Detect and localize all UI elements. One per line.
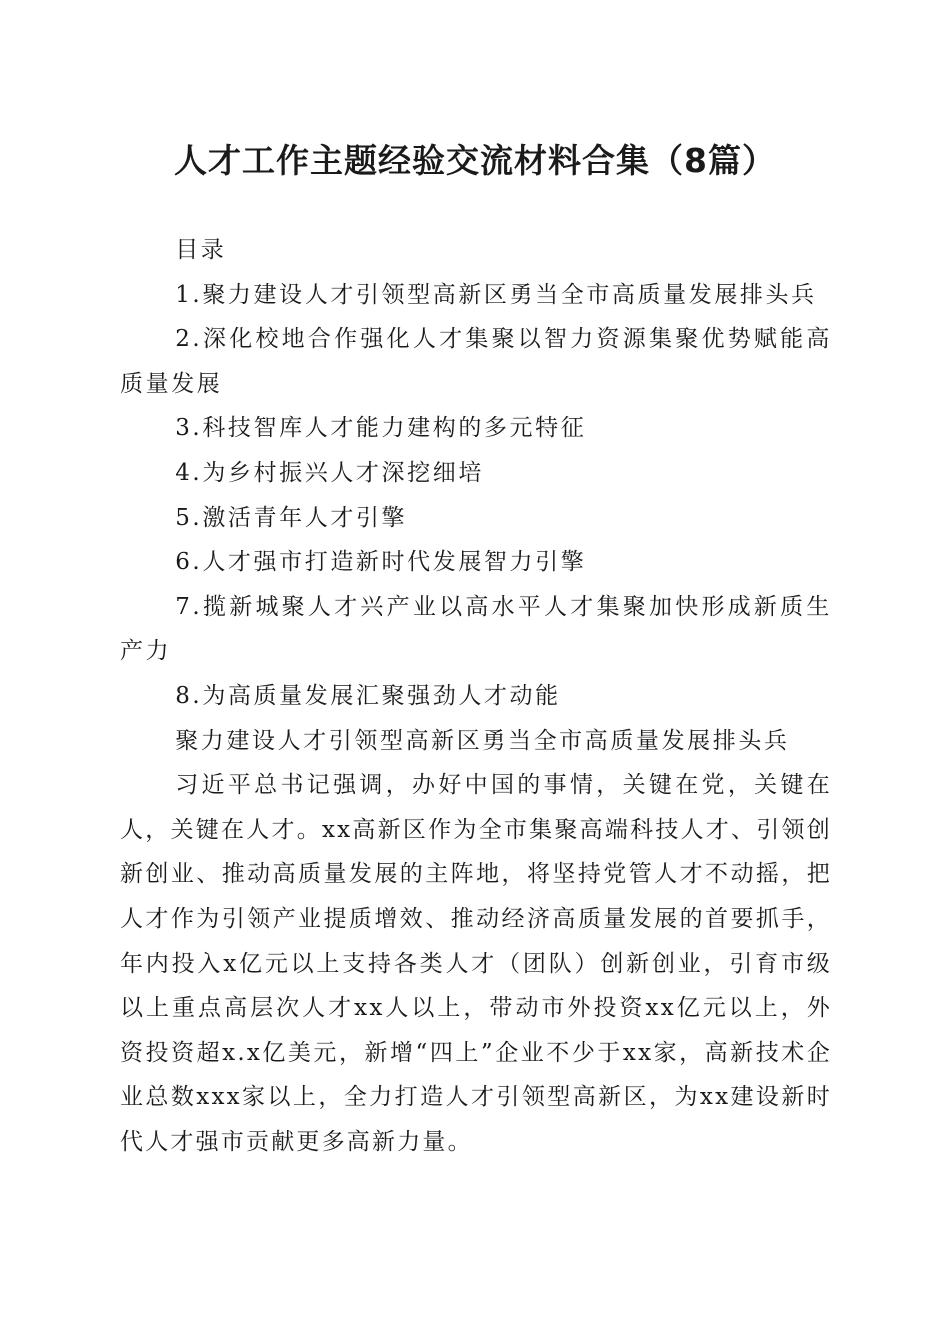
toc-item: 7.揽新城聚人才兴产业以高水平人才集聚加快形成新质生产力 bbox=[120, 593, 832, 665]
toc-item: 2.深化校地合作强化人才集聚以智力资源集聚优势赋能高质量发展 bbox=[120, 326, 832, 397]
toc-heading: 目录 bbox=[175, 237, 227, 263]
body-paragraph: 习近平总书记强调，办好中国的事情，关键在党，关键在人，关键在人才。xx高新区作为全市集聚高端科技人才、引领创新创业、推动高质量发展的主阵地，将坚持党管人才不动摇，把人才作为引领产业提质增效、推动经济高质量发展的首要抓手，年内投入x亿元以上支持各类人才（团队）创新创业，引育市级以上重点高层次人才xx人以上，带动市外投资xx亿元以上，外资投资超x.x亿美元，新增“四上”企业不少于xx家，高新技术企业总数xxx家以上，全力打造人才引领型高新区，为xx建设新时代人才强市贡献更多高新力量。 bbox=[120, 772, 832, 1155]
toc-item: 4.为乡村振兴人才深挖细培 bbox=[175, 459, 484, 486]
toc-item: 6.人才强市打造新时代发展智力引擎 bbox=[175, 549, 587, 576]
toc-item: 3.科技智库人才能力建构的多元特征 bbox=[175, 415, 587, 442]
document-title: 人才工作主题经验交流材料合集（8篇） bbox=[174, 141, 776, 180]
toc-item: 8.为高质量发展汇聚强劲人才动能 bbox=[175, 682, 561, 709]
document-body bbox=[120, 228, 832, 1164]
toc-item: 5.激活青年人才引擎 bbox=[175, 504, 408, 531]
toc-item: 1.聚力建设人才引领型高新区勇当全市高质量发展排头兵 bbox=[175, 281, 817, 308]
section-title: 聚力建设人才引领型高新区勇当全市高质量发展排头兵 bbox=[175, 727, 790, 754]
